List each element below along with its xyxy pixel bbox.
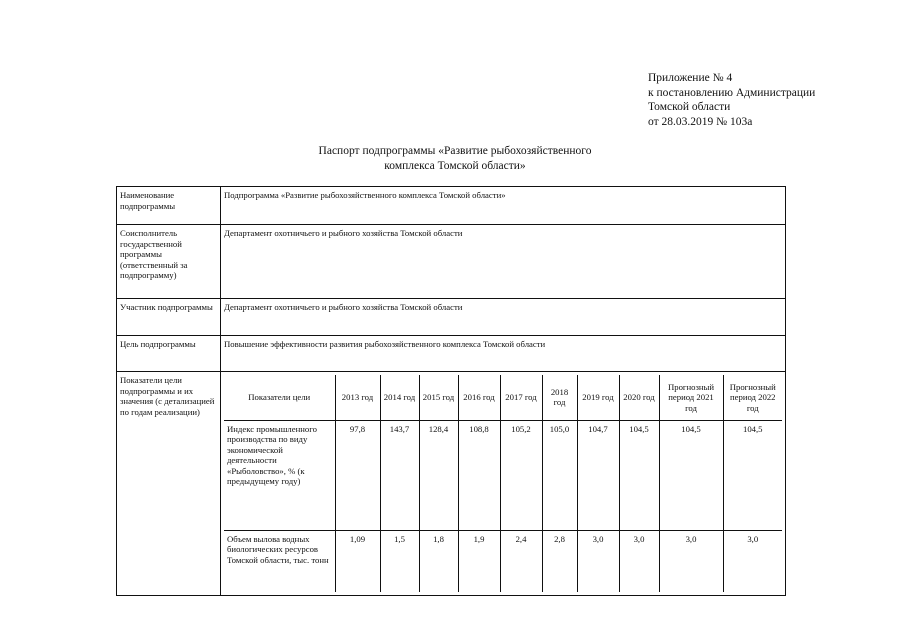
header-cell: Прогнозный период 2022 год	[723, 375, 782, 420]
row-label: Цель подпрограммы	[117, 336, 221, 372]
indicator-value: 3,0	[619, 530, 659, 592]
indicators-header-row	[224, 375, 782, 420]
indicator-name: Объем вылова водных биологических ресурсов Томской области, тыс. тонн	[224, 530, 335, 592]
title-line: Паспорт подпрограммы «Развитие рыбохозяйственного	[318, 145, 592, 157]
appendix-line: Приложение № 4	[648, 72, 733, 84]
row-indicators	[117, 372, 786, 596]
indicator-value: 97,8	[335, 420, 380, 530]
indicator-value: 3,0	[577, 530, 619, 592]
indicator-value: 105,2	[500, 420, 542, 530]
row-label: Показатели цели подпрограммы и их значения (с детализацией по годам реализации)	[117, 372, 221, 596]
indicator-name: Индекс промышленного производства по виду экономической деятельности «Рыболовство», % (к предыдущему году)	[224, 420, 335, 530]
header-cell: 2014 год	[380, 375, 419, 420]
row-value: Повышение эффективности развития рыбохозяйственного комплекса Томской области	[221, 336, 786, 372]
indicator-value: 1,5	[380, 530, 419, 592]
appendix-line: Томской области	[648, 101, 731, 113]
header-cell: 2013 год	[335, 375, 380, 420]
appendix-block	[648, 71, 815, 129]
document-title	[290, 144, 620, 174]
row-label: Соисполнитель государственной программы (ответственный за подпрограмму)	[117, 225, 221, 299]
header-cell: 2020 год	[619, 375, 659, 420]
indicator-row	[224, 420, 782, 530]
passport-table	[116, 186, 786, 596]
appendix-line: от 28.03.2019 № 103а	[648, 115, 753, 128]
indicator-value: 2,4	[500, 530, 542, 592]
header-cell: 2015 год	[419, 375, 458, 420]
row-label: Участник подпрограммы	[117, 299, 221, 336]
indicator-value: 143,7	[380, 420, 419, 530]
header-cell: 2016 год	[458, 375, 500, 420]
row-label: Наименование подпрограммы	[117, 187, 221, 225]
indicators-table	[224, 375, 782, 592]
indicators-cell	[221, 372, 786, 596]
indicator-value: 104,7	[577, 420, 619, 530]
indicator-value: 128,4	[419, 420, 458, 530]
appendix-line: к постановлению Администрации	[648, 86, 816, 99]
header-cell: Показатели цели	[224, 375, 335, 420]
row-value: Подпрограмма «Развитие рыбохозяйственного комплекса Томской области»	[221, 187, 786, 225]
row-value: Департамент охотничьего и рыбного хозяйства Томской области	[221, 225, 786, 299]
header-cell: 2019 год	[577, 375, 619, 420]
indicator-value: 104,5	[619, 420, 659, 530]
indicator-value: 108,8	[458, 420, 500, 530]
row-goal	[117, 336, 786, 372]
header-cell: Прогнозный период 2021 год	[659, 375, 723, 420]
indicator-value: 104,5	[723, 420, 782, 530]
indicator-value: 104,5	[659, 420, 723, 530]
header-cell: 2018 год	[542, 375, 577, 420]
row-coexecutor	[117, 225, 786, 299]
row-name	[117, 187, 786, 225]
indicator-value: 2,8	[542, 530, 577, 592]
title-line: комплекса Томской области»	[384, 160, 526, 172]
indicator-row	[224, 530, 782, 592]
header-cell: 2017 год	[500, 375, 542, 420]
row-participant	[117, 299, 786, 336]
indicator-value: 3,0	[659, 530, 723, 592]
indicator-value: 3,0	[723, 530, 782, 592]
indicator-value: 105,0	[542, 420, 577, 530]
indicator-value: 1,9	[458, 530, 500, 592]
indicator-value: 1,8	[419, 530, 458, 592]
indicator-value: 1,09	[335, 530, 380, 592]
row-value: Департамент охотничьего и рыбного хозяйства Томской области	[221, 299, 786, 336]
